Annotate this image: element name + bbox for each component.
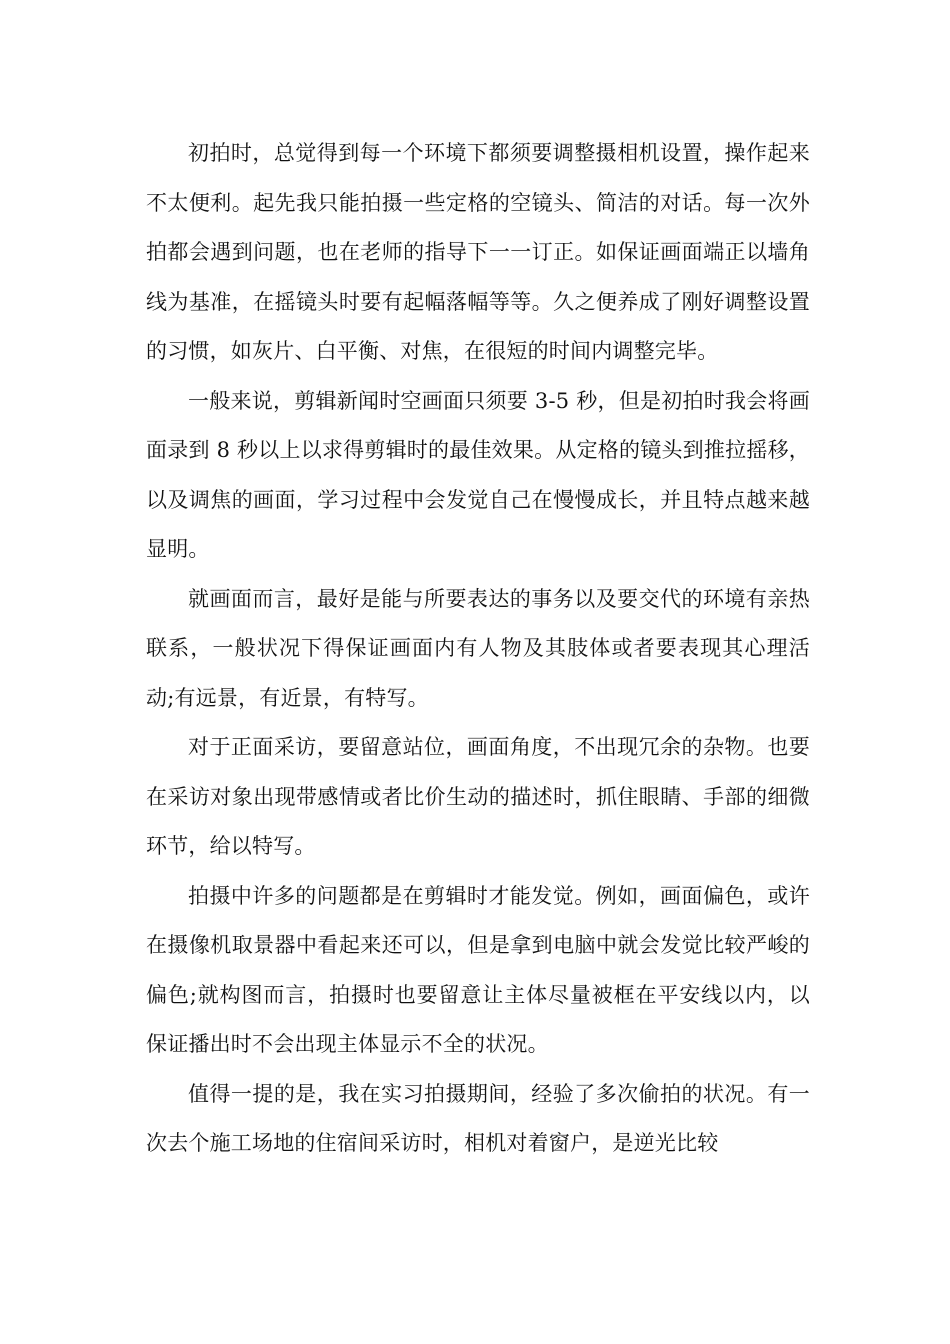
paragraph-2: 一般来说，剪辑新闻时空画面只须要 3-5 秒，但是初拍时我会将画面录到 8 秒以上以求得剪辑时的最佳效果。从定格的镜头到推拉摇移，以及调焦的画面，学习过程中会发觉自己在慢慢成长，并且特点越来越显明。 — [146, 388, 810, 561]
paragraph-4: 对于正面采访，要留意站位，画面角度，不出现冗余的杂物。也要在采访对象出现带感情或者比价生动的描述时，抓住眼睛、手部的细微环节，给以特写。 — [146, 735, 810, 858]
document-body — [146, 129, 810, 1169]
paragraph-5: 拍摄中许多的问题都是在剪辑时才能发觉。例如，画面偏色，或许在摄像机取景器中看起来还可以，但是拿到电脑中就会发觉比较严峻的偏色;就构图而言，拍摄时也要留意让主体尽量被框在平安线以内，以保证播出时不会出现主体显示不全的状况。 — [146, 883, 810, 1056]
paragraph-1: 初拍时，总觉得到每一个环境下都须要调整摄相机设置，操作起来不太便利。起先我只能拍摄一些定格的空镜头、简洁的对话。每一次外拍都会遇到问题，也在老师的指导下一一订正。如保证画面端正以墙角线为基准，在摇镜头时要有起幅落幅等等。久之便养成了刚好调整设置的习惯，如灰片、白平衡、对焦，在很短的时间内调整完毕。 — [146, 141, 810, 363]
paragraph-3: 就画面而言，最好是能与所要表达的事务以及要交代的环境有亲热联系，一般状况下得保证画面内有人物及其肢体或者要表现其心理活动;有远景，有近景，有特写。 — [146, 586, 810, 710]
paragraph-6: 值得一提的是，我在实习拍摄期间，经验了多次偷拍的状况。有一次去个施工场地的住宿间采访时，相机对着窗户，是逆光比较 — [146, 1081, 810, 1155]
